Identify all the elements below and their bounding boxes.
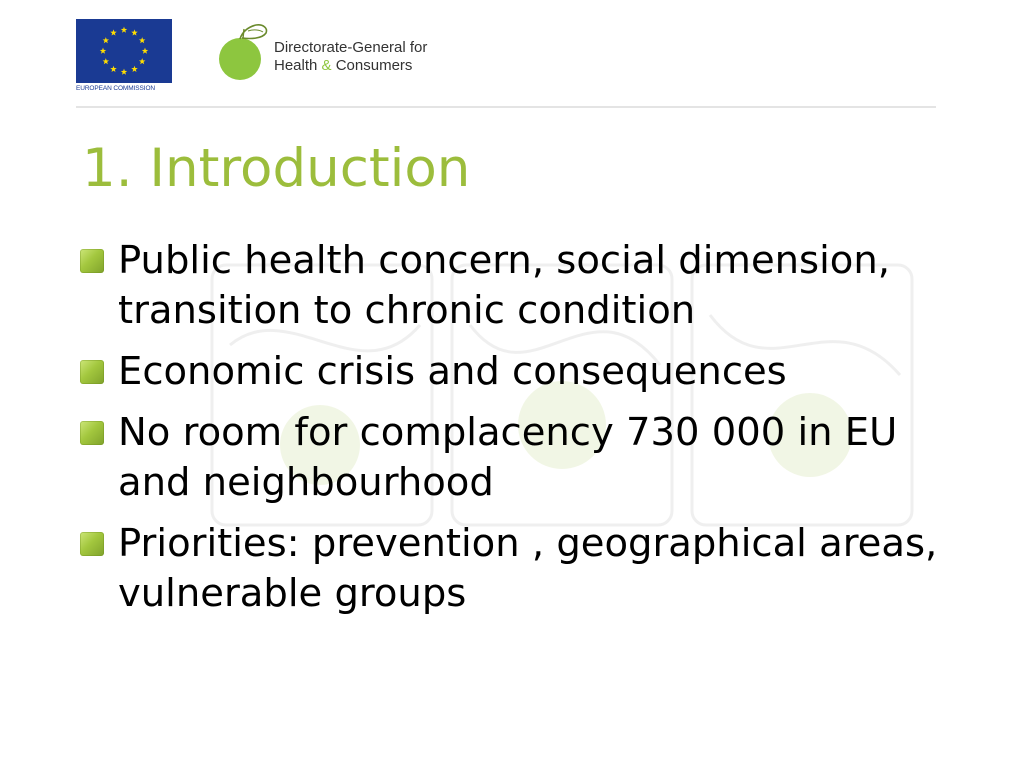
slide-title: 1. Introduction xyxy=(82,138,471,199)
apple-icon xyxy=(218,20,274,84)
bullet-item xyxy=(78,347,958,397)
square-bullet-icon xyxy=(80,532,104,556)
bullet-item xyxy=(78,519,958,619)
dg-logo-text xyxy=(274,39,427,75)
dg-line-1: Directorate-General for xyxy=(274,39,428,56)
bullet-text: No room for complacency 730 000 in EU and neighbourhood xyxy=(118,410,898,505)
dg-line-2 xyxy=(274,57,427,75)
bullet-text: Priorities: prevention , geographical areas, vulnerable groups xyxy=(118,521,938,616)
header-divider xyxy=(76,106,936,108)
square-bullet-icon xyxy=(80,249,104,273)
bullet-item xyxy=(78,236,958,336)
dg-health: Health xyxy=(274,57,318,74)
eu-flag-icon xyxy=(76,19,172,83)
bullet-item xyxy=(78,408,958,508)
dg-consumers: Consumers xyxy=(335,57,413,74)
bullet-list xyxy=(78,236,958,630)
square-bullet-icon xyxy=(80,360,104,384)
bullet-text: Economic crisis and consequences xyxy=(118,349,787,394)
bullet-text: Public health concern, social dimension, transition to chronic condition xyxy=(118,238,890,333)
eu-logo-caption: EUROPEAN COMMISSION xyxy=(76,85,155,92)
dg-health-consumers-logo xyxy=(218,20,458,86)
european-commission-logo xyxy=(76,19,172,95)
square-bullet-icon xyxy=(80,421,104,445)
dg-ampersand: & xyxy=(321,57,332,74)
